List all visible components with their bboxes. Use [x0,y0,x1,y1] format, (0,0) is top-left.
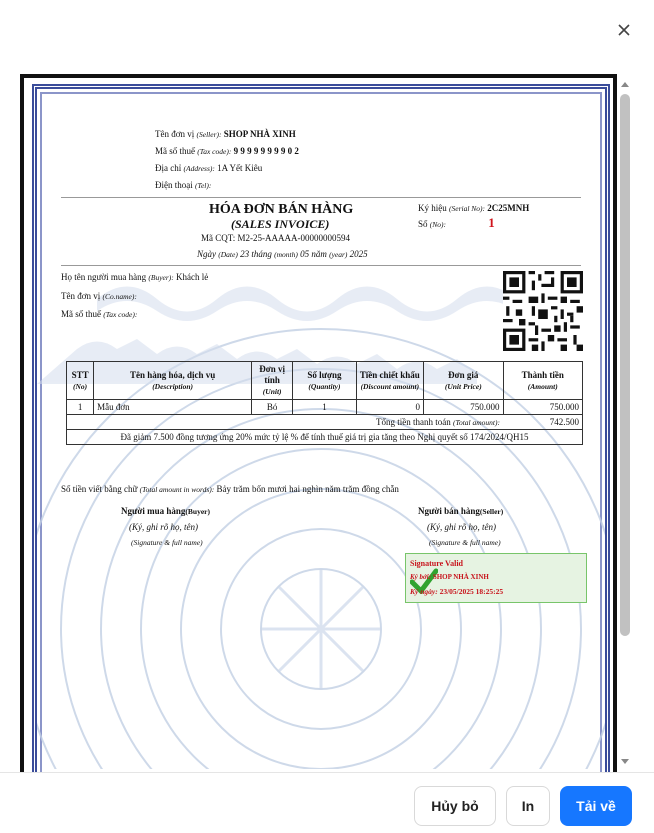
col-header-unit: Đơn vị tính (Unit) [252,362,293,400]
signature-valid-box [405,553,587,603]
buyer-tax-row: Mã số thuế (Tax code): [61,309,138,319]
cqt-code: Mã CQT: M2-25-AAAAA-00000000594 [201,233,351,243]
cell-unit: Bó [252,400,293,415]
seller-address-row: Địa chỉ (Address): 1A Yết Kiêu [155,163,263,173]
divider [61,197,581,198]
seller-name: SHOP NHÀ XINH [223,129,296,139]
qr-code [503,271,583,351]
buyer-name: Khách lẻ [176,272,209,282]
scroll-up-icon[interactable] [617,74,633,94]
table-row [67,400,583,415]
signature-valid-title: Signature Valid [410,559,463,568]
discount-note-row [67,430,583,445]
total-row [67,415,583,430]
print-button[interactable]: In [506,786,550,826]
seller-sign-hint: (Ký, ghi rõ họ, tên) [427,522,496,532]
scrollbar-thumb[interactable] [620,94,630,636]
col-header-discount: Tiền chiết khấu (Discount amount) [356,362,423,400]
buyer-name-row: Họ tên người mua hàng (Buyer): Khách lẻ [61,272,209,282]
seller-name-row: Tên đơn vị (Seller): SHOP NHÀ XINH [155,129,296,139]
signed-date: Ký ngày: 23/05/2025 18:25:25 [410,587,504,596]
download-button[interactable]: Tải về [560,786,632,826]
discount-note: Đã giảm 7.500 đồng tương ứng 20% mức tỷ lệ % để tính thuế giá trị gia tăng theo Nghị quyết số 174/2024/QH15 [67,430,583,445]
col-header-no: STT (No) [67,362,94,400]
divider [61,265,581,266]
invoice-date: Ngày (Date) 23 tháng (month) 05 năm (year) 2025 [197,249,368,259]
col-header-description: Tên hàng hóa, dịch vụ (Description) [94,362,252,400]
col-header-quantity: Số lượng (Quantity) [293,362,356,400]
cancel-button[interactable]: Hủy bỏ [414,786,496,826]
seller-address: 1A Yết Kiêu [217,163,263,173]
invoice-subtitle: (SALES INVOICE) [231,217,330,231]
buyer-sign-hint: (Ký, ghi rõ họ, tên) [129,522,198,532]
seller-tax-row: Mã số thuế (Tax code): 9 9 9 9 9 9 9 9 0 2 [155,146,299,156]
amount-in-words: Số tiền viết bằng chữ (Total amount in words): Bảy trăm bốn mươi hai nghìn năm trăm đồng chẵn [61,484,399,494]
seller-tax-code: 9 9 9 9 9 9 9 9 0 2 [233,146,299,156]
close-icon[interactable] [612,18,636,42]
invoice-paper [32,84,610,772]
invoice-number: 1 [488,215,495,230]
items-table [66,361,583,445]
cell-no: 1 [67,400,94,415]
buyer-unit-row: Tên đơn vị (Co.name): [61,291,137,301]
cell-quantity: 1 [293,400,356,415]
cell-unit-price: 750.000 [424,400,503,415]
total-amount: 742.500 [503,415,583,430]
invoice-viewer[interactable] [20,74,617,772]
seller-sign-hint-en: (Signature & full name) [429,538,501,547]
invoice-title: HÓA ĐƠN BÁN HÀNG [209,202,354,217]
col-header-amount: Thành tiền (Amount) [503,362,583,400]
total-label: Tổng tiền thanh toán (Total amount): [67,415,504,430]
signed-by: Ký bởi: SHOP NHÀ XINH [410,573,489,581]
buyer-sign-title: Người mua hàng(Buyer) [121,506,210,516]
table-header-row [67,362,583,400]
vertical-scrollbar[interactable] [617,74,633,772]
seller-sign-title: Người bán hàng(Seller) [418,506,504,516]
buyer-sign-hint-en: (Signature & full name) [131,538,203,547]
invoice-number-row: Số (No): 1 [418,215,495,230]
serial-row: Ký hiệu (Serial No): 2C25MNH [418,203,530,213]
cell-description: Mẫu đơn [94,400,252,415]
cell-discount: 0 [356,400,423,415]
dialog-footer [0,772,654,833]
scroll-down-icon[interactable] [617,752,633,772]
seller-phone-row: Điện thoại (Tel): [155,180,212,190]
col-header-unit-price: Đơn giá (Unit Price) [424,362,503,400]
serial-value: 2C25MNH [487,203,530,213]
cell-amount: 750.000 [503,400,583,415]
